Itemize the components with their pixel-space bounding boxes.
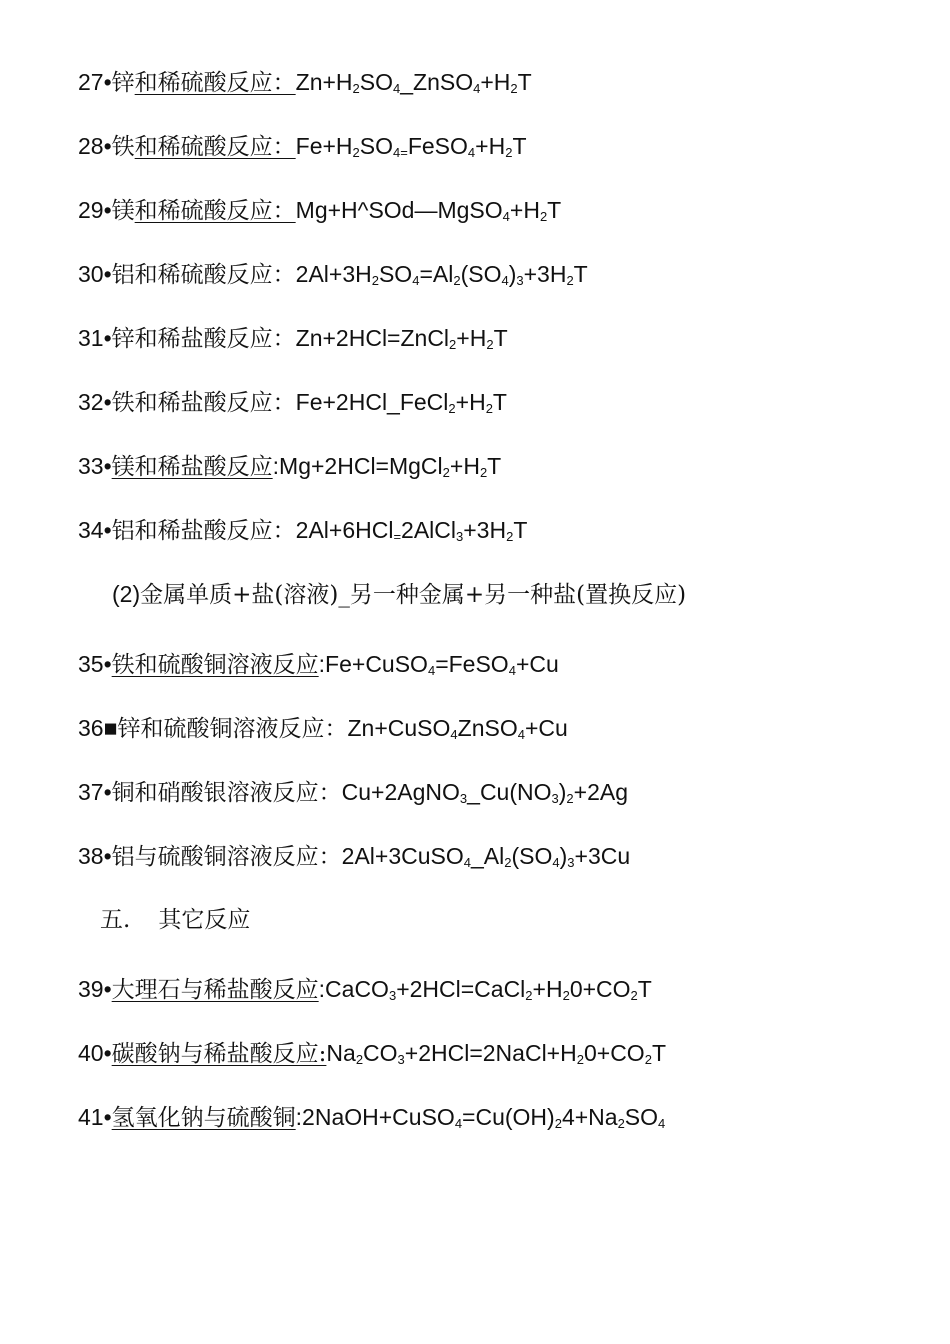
chemical-equation: $Cu+2AgNO_3\_Cu(NO_3)_2+2Ag$	[341, 779, 629, 806]
reaction-description: 锌	[111, 70, 135, 96]
reaction-description-underlined: 和稀硫酸反应：	[134, 70, 296, 96]
section-heading	[112, 577, 686, 611]
section-title: 金属单质+盐(溶液)_另一种金属+另一种盐(置换反应)	[140, 582, 687, 608]
chemical-equation: $Zn+2HCl=ZnCl_2+H_2T$	[295, 325, 508, 352]
reaction-number: 41	[78, 1104, 104, 1130]
bullet-separator: •	[103, 389, 112, 415]
reaction-line	[78, 775, 628, 809]
reaction-description: 铝和稀硫酸反应：	[111, 262, 296, 288]
chemical-equation: Fe+CuSO$_4$=FeSO$_4$+Cu	[325, 651, 559, 678]
reaction-description-underlined: 镁和稀盐酸反应	[111, 454, 273, 480]
reaction-description-underlined: 和稀硫酸反应：	[134, 198, 296, 224]
reaction-line	[78, 972, 652, 1006]
reaction-line	[78, 1100, 665, 1134]
bullet-separator: •	[103, 976, 112, 1002]
chemical-equation: $2NaOH+CuSO_4=Cu(OH)_24+Na_2SO_4$	[302, 1104, 666, 1131]
reaction-description: 铜和硝酸银溶液反应：	[111, 780, 342, 806]
reaction-description-underlined: 大理石与稀盐酸反应	[111, 977, 319, 1003]
bullet-separator: •	[103, 197, 112, 223]
colon-separator: :	[318, 976, 326, 1002]
reaction-description: 锌和稀盐酸反应：	[111, 326, 296, 352]
reaction-number: 32	[78, 389, 104, 415]
reaction-description: 铁和稀盐酸反应：	[111, 390, 296, 416]
reaction-number: 27	[78, 69, 104, 95]
reaction-line	[78, 193, 561, 227]
chemical-equation: $Na_2CO_3+2HCl=2NaCl+H_20+CO_2T$	[326, 1040, 666, 1067]
reaction-description-underlined: 铁和硫酸铜溶液反应	[111, 652, 319, 678]
colon-separator: :	[318, 651, 326, 677]
chemical-equation: $2Al+6HCl_=2AlCl_3+3H_2T$	[295, 517, 528, 544]
reaction-line	[78, 839, 630, 873]
reaction-number: 30	[78, 261, 104, 287]
reaction-description: 镁	[111, 198, 135, 224]
chemical-equation: $2Al+3CuSO_4\_Al_2(SO_4)_3+3Cu$	[341, 843, 631, 870]
reaction-line	[78, 257, 588, 291]
reaction-line	[78, 385, 507, 419]
chemical-equation: $CaCO_3+2HCl=CaCl_2+H_20+CO_2T$	[325, 976, 652, 1003]
chemical-equation: $Fe+H_2SO_{4=}FeSO_4+H_2T$	[295, 133, 527, 160]
bullet-separator: •	[103, 1040, 112, 1066]
square-separator: ■	[103, 715, 118, 741]
reaction-description: 铝与硫酸铜溶液反应：	[111, 844, 342, 870]
reaction-number: 35	[78, 651, 104, 677]
reaction-description: 铁	[111, 134, 135, 160]
reaction-line	[78, 513, 527, 547]
colon-separator: :	[272, 453, 280, 479]
reaction-number: 39	[78, 976, 104, 1002]
bullet-separator: •	[103, 651, 112, 677]
chemical-equation: $Mg+2HCl=MgCl_2+H_2T$	[279, 453, 502, 480]
bullet-separator: •	[103, 843, 112, 869]
reaction-description-underlined: 氢氧化钠与硫酸铜	[111, 1105, 296, 1131]
reaction-number: 31	[78, 325, 104, 351]
bullet-separator: •	[103, 325, 112, 351]
reaction-number: 29	[78, 197, 104, 223]
reaction-line	[78, 1036, 666, 1070]
bullet-separator: •	[103, 517, 112, 543]
section-number: (2)	[112, 581, 141, 607]
reaction-line	[78, 647, 559, 681]
reaction-description: 锌和硫酸铜溶液反应：	[117, 716, 348, 742]
reaction-number: 37	[78, 779, 104, 805]
section-number: 五.	[100, 907, 131, 933]
reaction-description-underlined: 和稀硫酸反应：	[134, 134, 296, 160]
bullet-separator: •	[103, 69, 112, 95]
colon-separator: :	[295, 1104, 303, 1130]
chemical-equation: $Zn+H_2SO_4\_ZnSO_4+H_2T$	[295, 69, 532, 96]
reaction-line	[78, 65, 532, 99]
reaction-line	[78, 449, 501, 483]
reaction-number: 36	[78, 715, 104, 741]
chemical-equation: $Mg+H\^{}SOd—MgSO_4+H_2T$	[295, 197, 562, 224]
bullet-separator: •	[103, 261, 112, 287]
reaction-line	[78, 711, 568, 745]
reaction-number: 40	[78, 1040, 104, 1066]
bullet-separator: •	[103, 1104, 112, 1130]
chemical-equation: $2Al+3H_2SO_4=Al_2(SO_4)_3+3H_2T$	[295, 261, 588, 288]
reaction-number: 34	[78, 517, 104, 543]
reaction-number: 28	[78, 133, 104, 159]
reaction-description: 铝和稀盐酸反应：	[111, 518, 296, 544]
reaction-line	[78, 129, 527, 163]
reaction-number: 33	[78, 453, 104, 479]
bullet-separator: •	[103, 779, 112, 805]
section-heading	[100, 903, 250, 937]
section-title: 其它反应	[158, 907, 251, 933]
reaction-number: 38	[78, 843, 104, 869]
chemical-equation: Zn+CuSO$_4$ZnSO$_4$+Cu	[347, 715, 568, 742]
chemical-equation: $Fe+2HCl\_FeCl_2+H_2T$	[295, 389, 507, 416]
reaction-line	[78, 321, 508, 355]
bullet-separator: •	[103, 133, 112, 159]
reaction-description-underlined: 碳酸钠与稀盐酸反应:	[111, 1041, 327, 1067]
bullet-separator: •	[103, 453, 112, 479]
